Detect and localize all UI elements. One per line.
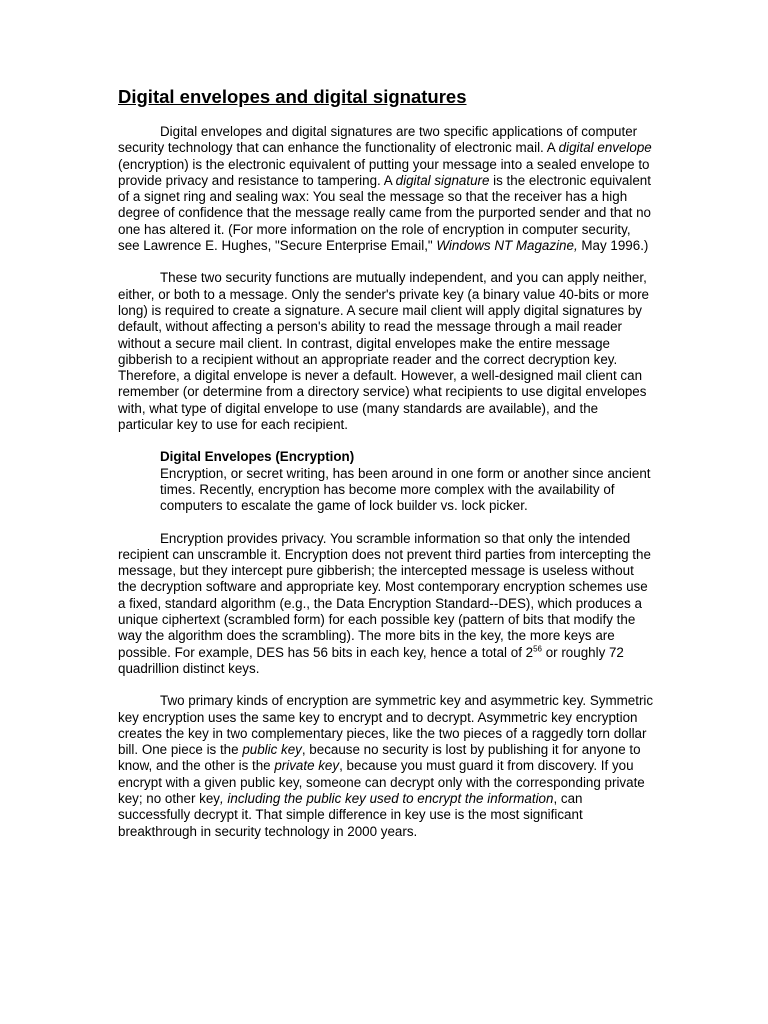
- paragraph-privacy: [118, 531, 654, 678]
- term-private-key: private key: [274, 758, 340, 774]
- section-heading: Digital Envelopes (Encryption): [160, 449, 355, 465]
- paragraph-text: Encryption provides privacy. You scramble information so that only the intended recipient can unscramble it. Encryption does not prevent third parties from intercepting the message, but they intercept pure gibberish; the intercepted message is useless without the decryption software and appropriate key. Most contemporary encryption schemes use a fixed, standard algorithm (e.g., the Data Encryption Standard--DES), which produces a unique ciphertext (scrambled form) for each possible key (pattern of bits that modify the way the algorithm does the scrambling). The more bits in the key, the more keys are possible. For example, DES has 56 bits in each key, hence a total of 2: [118, 530, 651, 660]
- paragraph-text: , because no security is lost by publishing it for anyone to know, and the other is the: [118, 742, 641, 774]
- citation-magazine: Windows NT Magazine,: [436, 238, 578, 254]
- paragraph-key-types: [118, 693, 654, 840]
- paragraph-text: Two primary kinds of encryption are symmetric key and asymmetric key. Symmetric key encryption uses the same key to encrypt and to decrypt. Asymmetric key encryption creates the key in two complementary pieces, like the two pieces of a raggedly torn dollar bill. One piece is the: [118, 693, 654, 758]
- paragraph-text: is the electronic equivalent of a signet ring and sealing wax: You seal the message so that the receiver has a high degree of confidence that the message really came from the purported sender and that no one has altered it. (For more information on the role of encryption in computer security, see Lawrence E. Hughes, "Secure Enterprise Email,": [118, 172, 651, 254]
- page-title: Digital envelopes and digital signatures: [118, 86, 467, 107]
- paragraph-intro: [118, 124, 654, 254]
- paragraph-text: May 1996.): [577, 238, 649, 254]
- section-text: Encryption, or secret writing, has been around in one form or another since ancient times. Recently, encryption has become more complex with the availability of computers to escalate the game of lock builder vs. lock picker.: [160, 465, 651, 514]
- paragraph-text: , can successfully decrypt it. That simple difference in key use is the most significant breakthrough in security technology in 2000 years.: [118, 790, 583, 839]
- paragraph-text: Digital envelopes and digital signatures are two specific applications of computer security technology that can enhance the functionality of electronic mail. A: [118, 124, 638, 156]
- paragraph-text: (encryption) is the electronic equivalent of putting your message into a sealed envelope to provide privacy and resistance to tampering. A: [118, 156, 650, 188]
- paragraph-text: or roughly 72 quadrillion distinct keys.: [118, 644, 624, 676]
- paragraph-text: , because you must guard it from discovery. If you encrypt with a given public key, someone can decrypt only with the corresponding private key; no other key: [118, 758, 645, 806]
- term-digital-signature: digital signature: [395, 172, 490, 188]
- superscript-exponent: 56: [533, 644, 542, 654]
- term-digital-envelope: digital envelope: [558, 140, 652, 156]
- term-public-key: public key: [242, 742, 302, 758]
- section-digital-envelopes: [160, 449, 654, 514]
- emphasis-clause: , including the public key used to encrypt the information: [219, 790, 554, 806]
- paragraph-independence: These two security functions are mutually independent, and you can apply neither, either, or both to a message. Only the sender's private key (a binary value 40-bits or more long) is required to create a signature. A secure mail client will apply digital signatures by default, without affecting a person's ability to read the message through a mail reader without a secure mail client. In contrast, digital envelopes make the entire message gibberish to a recipient without an appropriate reader and the correct decryption key. Therefore, a digital envelope is never a default. However, a well-designed mail client can remember (or determine from a directory service) what recipients to use digital envelopes with, what type of digital envelope to use (many standards are available), and the particular key to use for each recipient.: [118, 270, 650, 433]
- document-body: [118, 86, 654, 856]
